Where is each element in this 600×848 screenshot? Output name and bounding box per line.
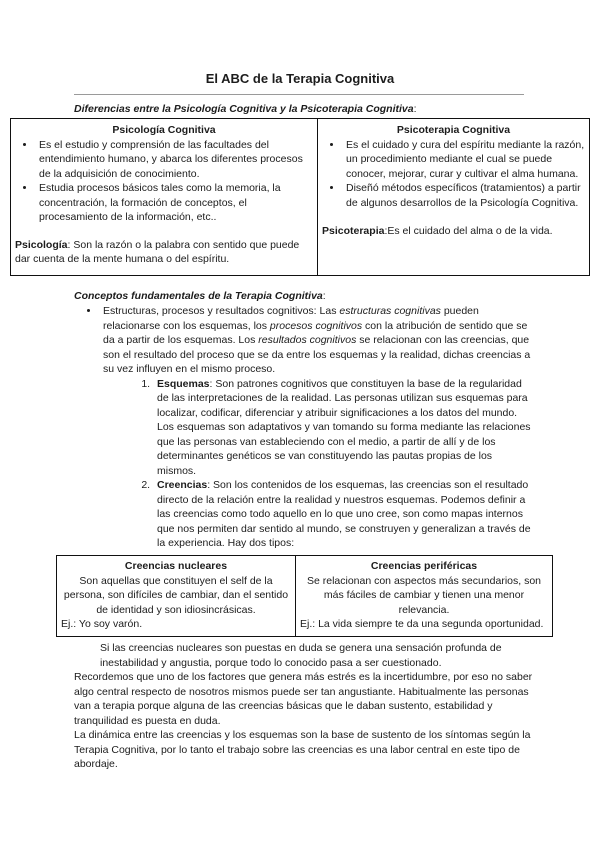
comparison-table [10,118,590,276]
definition-term: Psicoterapia [322,225,385,237]
item-text: : Son patrones cognitivos que constituyen la base de la regularidad de las interpretaciones de la realidad. Las personas utilizan sus esquemas para localizar, codificar, diferenciar y atribuir significaciones a los datos del mundo. Los esquemas son adaptativos y van tomando su forma mediante las relaciones que las personas van estableciendo con el medio, a partir de allí y de los determinantes genéticos se van constituyendo las pautas propias de los mismos. [157,377,531,477]
perifericas-cell [296,556,553,637]
psicologia-cell [11,119,318,276]
emphasis: resultados cognitivos [258,334,357,346]
list-item: • Es el estudio y comprensión de las facultades del entendimiento humano, y abarca los diferentes procesos de la adquisición de conocimiento. [36,138,313,182]
list-item: • Estudia procesos básicos tales como la memoria, la concentración, la formación de conceptos, el procesamiento de la información, etc.. [36,181,313,225]
nucleares-header: Creencias nucleares [124,560,228,572]
list-item: • Es el cuidado y cura del espíritu mediante la razón, un procedimiento mediante el cual se puede conocer, mejorar, curar y cultivar el alma humana. [343,138,585,182]
page-title: El ABC de la Terapia Cognitiva [205,71,395,86]
emphasis: estructuras cognitivas [339,305,441,317]
perifericas-example: Ej.: La vida siempre te da una segunda oportunidad. [300,618,544,630]
section-heading-text: Conceptos fundamentales de la Terapia Cognitiva [74,290,323,302]
psicoterapia-cell [318,119,590,276]
title-underline [74,94,524,95]
text-run: Estructuras, procesos y resultados cognitivos: Las [103,305,340,317]
psicologia-bullets [15,138,313,225]
item-term: Esquemas [157,377,210,390]
text-run: con la atribución de sentido que se da a partir de los esquemas. Los [103,319,528,346]
concepts-bullets [74,304,534,551]
emphasis: procesos cognitivos [269,319,363,332]
psicologia-header: Psicología Cognitiva [112,124,216,136]
section-heading-text: Diferencias entre la Psicología Cognitiva y la Psicoterapia Cognitiva [74,103,414,115]
perifericas-header: Creencias periféricas [370,560,478,572]
text-run: se relacionan con las creencias, que son el resultado del proceso que se da entre los esquemas y la realidad, dichas creencias a su vez influyen en el mismo proceso. [103,334,531,375]
section-heading-concepts [74,290,326,302]
perifericas-text: Se relacionan con aspectos más secundarios, son más fáciles de cambiar y tienen una menor relevancia. [306,574,542,616]
nucleares-cell [57,556,296,637]
item-term: Creencias [157,479,208,491]
list-item: • Diseñó métodos específicos (tratamientos) a partir de algunos desarrollos de la Psicología Cognitiva. [343,181,585,210]
item-text: : Son los contenidos de los esquemas, las creencias son el resultado directo de la relación entre la realidad y nuestros esquemas. Podemos definir a las creencias como todo aquello en lo que uno cree, son como mapas internos que nos permiten dar sentido al mundo, se construyen y generalizan a través de la experiencia. Hay dos tipos: [157,479,531,549]
psicoterapia-definition [322,224,585,239]
definition-text: :Es el cuidado del alma o de la vida. [384,225,553,237]
section-heading-differences [74,103,417,115]
psicoterapia-bullets [322,138,585,211]
psicologia-definition [15,238,313,267]
heading-colon: : [322,290,326,302]
beliefs-table [56,555,553,637]
closing-paragraphs [74,641,544,772]
nucleares-example: Ej.: Yo soy varón. [61,618,143,630]
text-run: pueden relacionarse con los esquemas, los [103,305,479,332]
concepts-body [74,304,534,551]
nucleares-text: Son aquellas que constituyen el self de la persona, son difíciles de cambiar, dan el sentido de identidad y son idiosincrásicas. [63,574,289,616]
definition-term: Psicología [15,238,68,251]
list-item [153,377,534,479]
concepts-numbered-list [103,377,534,551]
psicoterapia-header: Psicoterapia Cognitiva [396,124,511,136]
paragraph: La dinámica entre las creencias y los esquemas son la base de sustento de los síntomas según la Terapia Cognitiva, por lo tanto el trabajo sobre las creencias es una labor central en este tipo de abordaje. [74,729,531,770]
heading-colon: : [413,103,417,115]
list-item [100,304,534,551]
paragraph: Recordemos que uno de los factores que genera más estrés es la incertidumbre, por eso no saber algo central respecto de nosotros mismos puede ser tan angustiante. Habitualmente las personas van a terapia porque alguna de las creencias básicas que le daban sustento, estabilidad y tranquilidad es puesta en duda. [74,671,533,727]
list-item [153,478,534,551]
definition-text: : Son la razón o la palabra con sentido que puede dar cuenta de la mente humana o del espíritu. [15,238,300,265]
paragraph: Si las creencias nucleares son puestas en duda se genera una sensación profunda de inestabilidad y angustia, porque todo lo conocido pasa a ser cuestionado. [100,642,502,669]
